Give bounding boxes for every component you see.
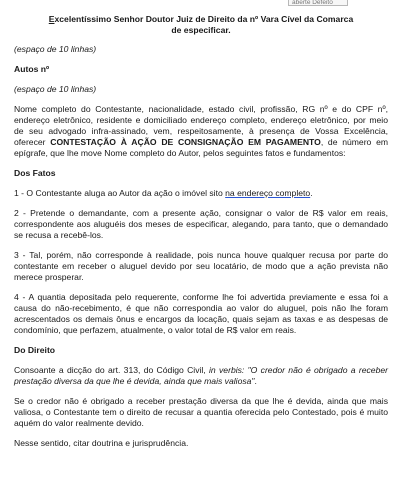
intro-paragraph: Nome completo do Contestante, nacionalidade, estado civil, profissão, RG nº e do CPF nº, endereço eletrônico, residente e domiciliado endereço completo, endereço eletrônico, por meio de seu advogado infra-assinado, vem, respeitosamente, à presença de Vossa Excelência, oferecer CONTESTAÇÃO À AÇÃO DE CONSIGNAÇÃO EM PAGAMENTO, de número em epígrafe, que lhe move Nome completo do Autor, pelos seguintes fatos e fundamentos: — [14, 104, 389, 158]
document-page — [14, 14, 388, 458]
autos-label: Autos nº — [14, 64, 50, 74]
heading-line1: xcelentíssimo Senhor Doutor Juiz de Direito da nº Vara Cível da Comarca — [54, 14, 354, 24]
direito-1: Consoante a dicção do art. 313, do Código Civil, in verbis: "O credor não é obrigado a receber prestação diversa da que lhe é devida, ainda que mais valiosa". — [14, 365, 388, 386]
fato-2: 2 - Pretende o demandante, com a presente ação, consignar o valor de R$ valor em reais, correspondente aos aluguéis dos meses de especificar, alegando, para tanto, que o demandado se recusa a recebê-los. — [14, 208, 388, 240]
heading-line2: de especificar. — [171, 25, 231, 35]
fato-3: 3 - Tal, porém, não corresponde à realidade, pois nunca houve qualquer recusa por parte do contestante em receber o aluguel devido por seu locatário, de modo que a ação prevista não merece prosperar. — [14, 250, 388, 282]
fato-4: 4 - A quantia depositada pelo requerente, conforme lhe foi advertida previamente e essa foi a causa do não-recebimento, é que não correspondia ao valor do aluguel, pois não lhe foram acrescentados os demais ônus e encargos da locação, quais sejam as taxas e as despesas de condomínio, que perfazem, atualmente, o valor total de R$ valor em reais. — [14, 292, 388, 335]
legal-quote: in verbis: "O credor não é obrigado a receber prestação diversa da que lhe é devida, ainda que mais valiosa" — [14, 365, 388, 386]
spacing-note-2: (espaço de 10 linhas) — [14, 84, 97, 94]
heading-initial: E — [48, 14, 55, 24]
section-do-direito: Do Direito — [14, 345, 56, 355]
address-underlined: na endereço completo — [225, 188, 311, 198]
top-input-box[interactable]: aberte Defeito — [288, 0, 348, 6]
top-toolbar-strip — [0, 0, 400, 9]
spacing-note-1: (espaço de 10 linhas) — [14, 44, 97, 54]
petition-title: CONTESTAÇÃO À AÇÃO DE CONSIGNAÇÃO EM PAGAMENTO — [50, 137, 321, 147]
direito-2: Se o credor não é obrigado a receber prestação diversa da que lhe é devida, ainda que mais valiosa, o Contestante tem o direito de recusar a quantia oferecida pelo Contestado, pois é muito aquém do valor realmente devido. — [14, 396, 388, 428]
section-dos-fatos: Dos Fatos — [14, 168, 56, 178]
fato-1: 1 - O Contestante aluga ao Autor da ação o imóvel sito na endereço completo. — [14, 188, 313, 198]
document-heading — [14, 14, 388, 36]
direito-3: Nesse sentido, citar doutrina e jurisprudência. — [14, 438, 189, 448]
